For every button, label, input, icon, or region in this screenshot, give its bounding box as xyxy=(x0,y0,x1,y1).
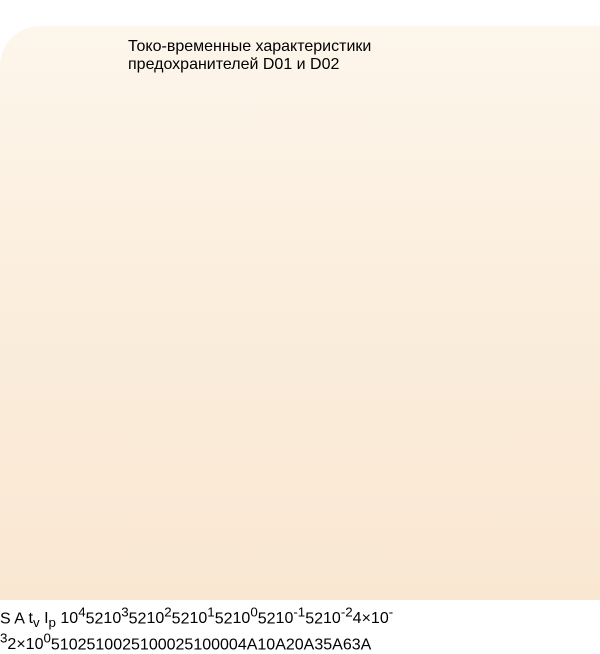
y-tick-label: $10^4$ xyxy=(60,605,86,628)
x-tick-label: 5 xyxy=(131,635,140,653)
y-tick-label: 2 xyxy=(266,610,276,628)
y-tick-label: 5 xyxy=(257,610,267,628)
x-axis-unit-label: A xyxy=(14,610,25,628)
y-tick-label: $10^3$ xyxy=(103,605,129,628)
x-tick-label: 1000 xyxy=(139,635,176,653)
page-background xyxy=(0,26,600,600)
y-tick-label: 5 xyxy=(305,610,315,628)
curve-rating-label-10a: 10A xyxy=(257,635,286,653)
y-tick-label: 2 xyxy=(94,610,104,628)
x-tick-label: 2 xyxy=(77,635,87,653)
y-tick-label: 5 xyxy=(85,610,95,628)
y-tick-label: 2 xyxy=(223,610,233,628)
y-tick-label: $10^2$ xyxy=(146,605,172,628)
y-tick-label: 5 xyxy=(128,610,138,628)
x-tick-label: $2\times 10^0$ xyxy=(7,630,51,653)
x-tick-label: 5 xyxy=(86,635,96,653)
y-tick-label: 2 xyxy=(180,610,190,628)
curve-rating-label-20a: 20A xyxy=(285,635,315,653)
y-tick-label: 2 xyxy=(314,610,324,628)
x-tick-label: 5 xyxy=(50,635,60,653)
y-tick-label: $4\times 10^{-3}$ xyxy=(0,605,394,646)
y-tick-label: $10^1$ xyxy=(189,605,215,628)
y-tick-label: $10^{-2}$ xyxy=(323,605,353,628)
y-tick-label: $10^{-1}$ xyxy=(275,605,306,628)
x-tick-label: 100 xyxy=(95,635,123,653)
chart-title: Токо-временные характеристики предохранителей D01 и D02 xyxy=(128,38,372,73)
x-tick-label: 5 xyxy=(184,635,194,653)
y-tick-label: 5 xyxy=(171,610,181,628)
y-tick-label: $10^0$ xyxy=(232,605,258,628)
y-axis-name: $t_v$ xyxy=(28,610,40,631)
curve-rating-label-4a: 4A xyxy=(237,635,258,653)
y-tick-label: 2 xyxy=(137,610,147,628)
x-tick-label: 2 xyxy=(122,635,132,653)
y-tick-label: 5 xyxy=(214,610,224,628)
curve-rating-label-63a: 63A xyxy=(342,635,372,653)
y-axis-unit-label: S xyxy=(0,610,11,628)
x-tick-label: 10 xyxy=(59,635,78,653)
chart-title-bar xyxy=(128,38,478,73)
x-axis-name: $I_p$ xyxy=(44,610,56,631)
chart-labels-layer xyxy=(0,605,600,654)
x-tick-label: 10000 xyxy=(193,635,238,653)
x-tick-label: 2 xyxy=(175,635,185,653)
curve-rating-label-35a: 35A xyxy=(314,635,343,653)
